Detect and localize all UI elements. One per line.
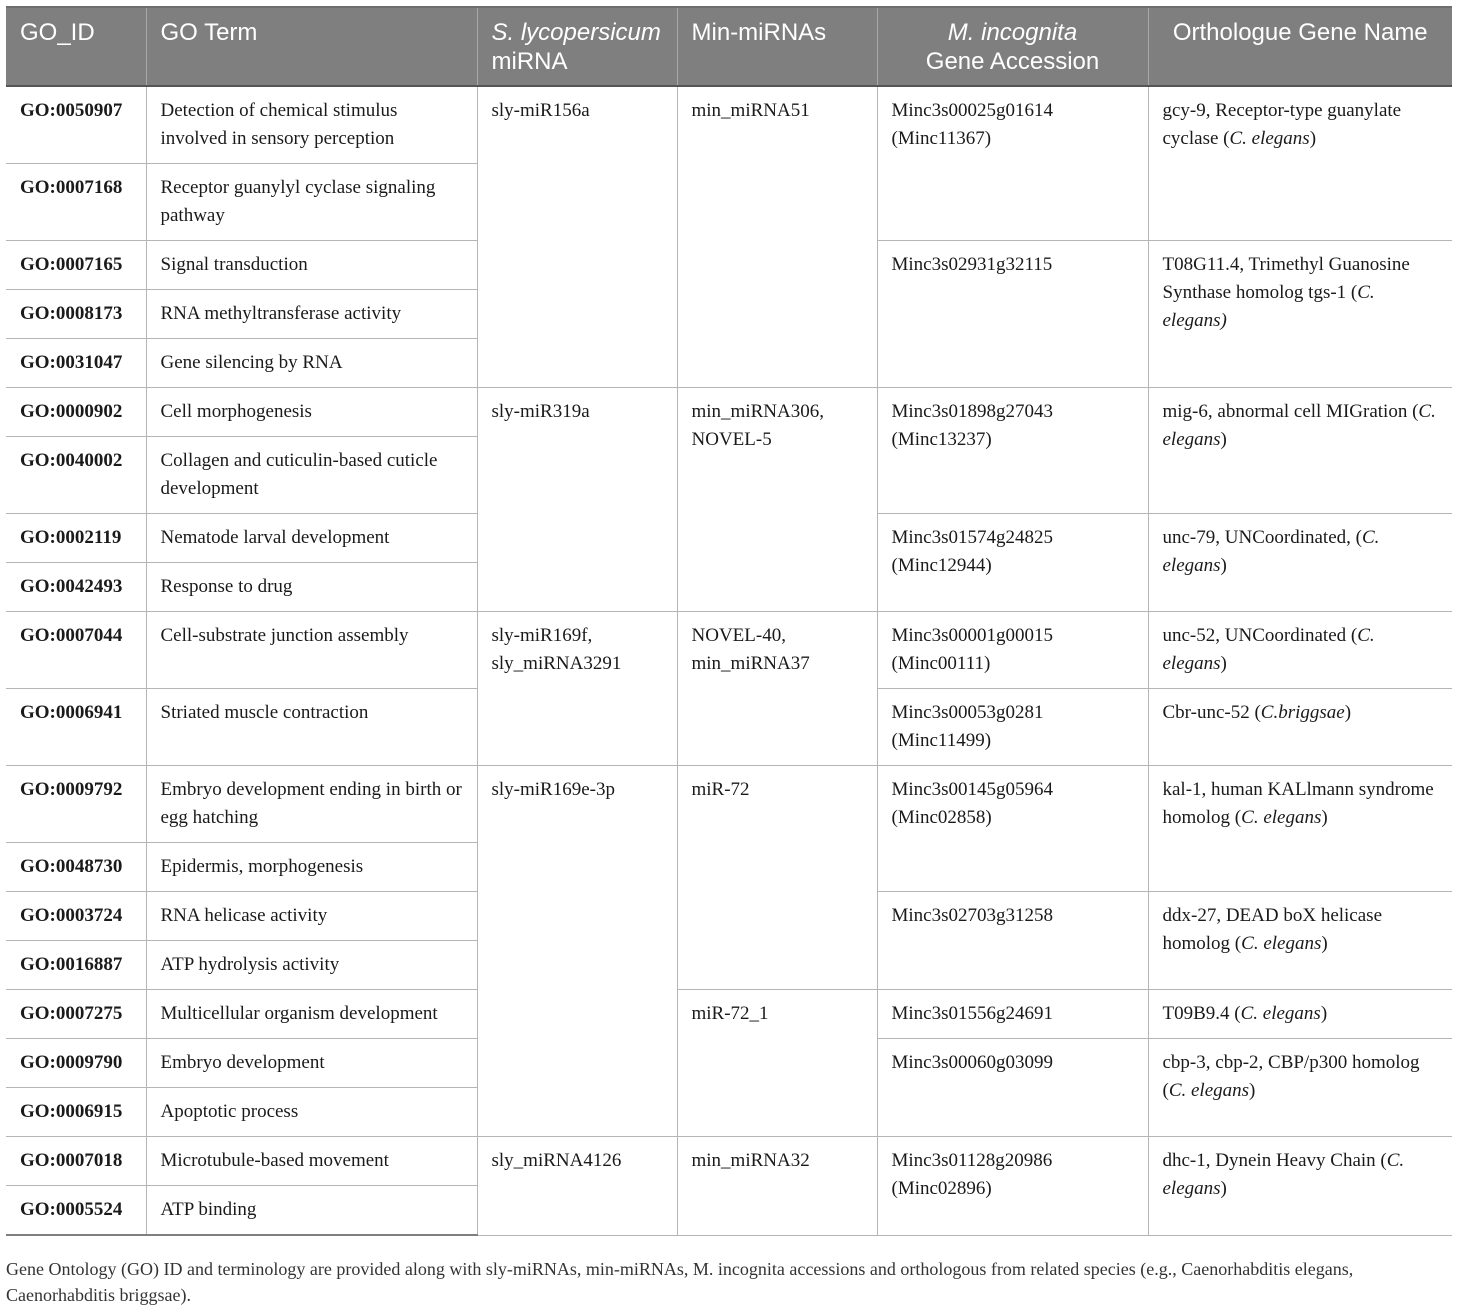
orthologue-species: C. elegans [1229, 128, 1310, 149]
orthologue-species: C.briggsae [1260, 702, 1345, 723]
go-id-cell: GO:0042493 [6, 563, 146, 612]
go-id-cell: GO:0005524 [6, 1186, 146, 1236]
orthologue-cell [1148, 689, 1452, 766]
header-row [6, 7, 1452, 86]
sly-mirna-cell: sly_miRNA4126 [477, 1137, 677, 1236]
go-term-cell: Epidermis, morphogenesis [146, 843, 477, 892]
go-id-cell: GO:0008173 [6, 290, 146, 339]
orthologue-species: C. elegans [1240, 1003, 1321, 1024]
orthologue-species: C. elegans) [1162, 282, 1375, 331]
orthologue-text: ddx-27, DEAD boX helicase homolog ( [1162, 905, 1383, 954]
go-term-cell: ATP binding [146, 1186, 477, 1236]
go-id-cell: GO:0000902 [6, 388, 146, 437]
header-mi-accession [877, 7, 1148, 86]
go-term-cell: Apoptotic process [146, 1088, 477, 1137]
go-term-cell: Multicellular organism development [146, 990, 477, 1039]
go-term-cell: ATP hydrolysis activity [146, 941, 477, 990]
accession-id: Minc3s00025g01614 [891, 100, 1053, 121]
table-row [6, 766, 1452, 843]
min-mirna-cell: miR-72_1 [677, 990, 877, 1137]
orthologue-close: ) [1220, 429, 1227, 450]
go-id-cell: GO:0009790 [6, 1039, 146, 1088]
orthologue-text: mig-6, abnormal cell MIGration ( [1162, 401, 1419, 422]
orthologue-species: C. elegans [1162, 625, 1375, 674]
go-id-cell: GO:0016887 [6, 941, 146, 990]
go-term-cell: Cell morphogenesis [146, 388, 477, 437]
orthologue-cell [1148, 241, 1452, 388]
orthologue-close: ) [1249, 1080, 1256, 1101]
header-go-id: GO_ID [6, 7, 146, 86]
orthologue-close: ) [1321, 933, 1328, 954]
go-term-cell: Detection of chemical stimulus involved in sensory perception [146, 86, 477, 164]
orthologue-close: ) [1321, 807, 1328, 828]
go-id-cell: GO:0007275 [6, 990, 146, 1039]
orthologue-close: ) [1320, 1003, 1328, 1024]
min-mirna-cell: min_miRNA306, NOVEL-5 [677, 388, 877, 612]
go-term-cell: Response to drug [146, 563, 477, 612]
go-id-cell: GO:0031047 [6, 339, 146, 388]
min-mirna-cell: NOVEL-40, min_miRNA37 [677, 612, 877, 766]
sly-mirna-cell: sly-miR156a [477, 86, 677, 388]
go-id-cell: GO:0050907 [6, 86, 146, 164]
go-term-cell: Signal transduction [146, 241, 477, 290]
table-row [6, 612, 1452, 689]
orthologue-text: cbp-3, cbp-2, CBP/p300 homolog ( [1162, 1052, 1420, 1101]
orthologue-text: kal-1, human KALlmann syndrome homolog ( [1162, 779, 1434, 828]
accession-cell: Minc3s02931g32115 [877, 241, 1148, 388]
accession-cell [877, 86, 1148, 241]
accession-alt-id: (Minc00111) [891, 653, 991, 674]
orthologue-species: C. elegans [1168, 1080, 1250, 1101]
go-term-cell: Embryo development ending in birth or egg hatching [146, 766, 477, 843]
go-term-cell: RNA helicase activity [146, 892, 477, 941]
header-mi-species: M. incognita [947, 19, 1078, 46]
orthologue-cell [1148, 1039, 1452, 1137]
orthologue-cell [1148, 990, 1452, 1039]
go-table-wrapper [6, 6, 1452, 1236]
accession-alt-id: (Minc12944) [891, 555, 992, 576]
header-orthologue: Orthologue Gene Name [1148, 7, 1452, 86]
orthologue-species: C. elegans [1241, 933, 1322, 954]
orthologue-close: ) [1220, 653, 1227, 674]
accession-cell: Minc3s02703g31258 [877, 892, 1148, 990]
accession-cell: Minc3s00060g03099 [877, 1039, 1148, 1137]
orthologue-close: ) [1220, 555, 1227, 576]
table-row [6, 388, 1452, 437]
table-row [6, 1137, 1452, 1186]
table-row [6, 86, 1452, 164]
header-sly-species: S. lycopersicum [491, 19, 661, 46]
accession-cell [877, 766, 1148, 892]
go-term-cell: Nematode larval development [146, 514, 477, 563]
min-mirna-cell: miR-72 [677, 766, 877, 990]
orthologue-close: ) [1309, 128, 1317, 149]
orthologue-text: unc-52, UNCoordinated ( [1162, 625, 1358, 646]
sly-mirna-cell: sly-miR169e-3p [477, 766, 677, 1137]
accession-cell [877, 388, 1148, 514]
header-mi-accession-label: Gene Accession [925, 48, 1100, 75]
orthologue-species: C. elegans [1241, 807, 1322, 828]
orthologue-cell [1148, 514, 1452, 612]
accession-id: Minc3s01574g24825 [891, 527, 1053, 548]
orthologue-cell [1148, 388, 1452, 514]
accession-cell: Minc3s01556g24691 [877, 990, 1148, 1039]
accession-id: Minc3s01128g20986 [891, 1150, 1053, 1171]
sly-mirna-cell: sly-miR169f, sly_miRNA3291 [477, 612, 677, 766]
go-id-cell: GO:0006941 [6, 689, 146, 766]
go-term-cell: Receptor guanylyl cyclase signaling pathway [146, 164, 477, 241]
go-id-cell: GO:0002119 [6, 514, 146, 563]
accession-id: Minc3s00001g00015 [891, 625, 1053, 646]
orthologue-close: ) [1220, 1178, 1227, 1199]
header-sly-mirna-label: miRNA [491, 48, 568, 75]
go-id-cell: GO:0007165 [6, 241, 146, 290]
orthologue-cell [1148, 1137, 1452, 1236]
orthologue-cell [1148, 892, 1452, 990]
go-id-cell: GO:0006915 [6, 1088, 146, 1137]
orthologue-close: ) [1344, 702, 1352, 723]
go-term-cell: Striated muscle contraction [146, 689, 477, 766]
orthologue-text: T08G11.4, Trimethyl Guanosine Synthase homolog tgs-1 ( [1162, 254, 1410, 303]
go-id-cell: GO:0007018 [6, 1137, 146, 1186]
accession-alt-id: (Minc02896) [891, 1178, 992, 1199]
header-min-mirnas: Min-miRNAs [677, 7, 877, 86]
go-id-cell: GO:0007044 [6, 612, 146, 689]
go-id-cell: GO:0040002 [6, 437, 146, 514]
orthologue-text: T09B9.4 ( [1162, 1003, 1241, 1024]
go-id-cell: GO:0007168 [6, 164, 146, 241]
go-annotation-table [6, 6, 1452, 1236]
accession-alt-id: (Minc13237) [891, 429, 992, 450]
orthologue-text: dhc-1, Dynein Heavy Chain ( [1162, 1150, 1387, 1171]
header-sly-mirna [477, 7, 677, 86]
go-term-cell: Embryo development [146, 1039, 477, 1088]
accession-id: Minc3s00053g0281 [891, 702, 1044, 723]
accession-cell [877, 514, 1148, 612]
accession-alt-id: (Minc02858) [891, 807, 992, 828]
header-go-term: GO Term [146, 7, 477, 86]
go-term-cell: RNA methyltransferase activity [146, 290, 477, 339]
orthologue-text: gcy-9, Receptor-type guanylate cyclase ( [1162, 100, 1402, 149]
table-row [6, 990, 1452, 1039]
go-id-cell: GO:0009792 [6, 766, 146, 843]
accession-cell [877, 689, 1148, 766]
accession-id: Minc3s01898g27043 [891, 401, 1053, 422]
orthologue-text: Cbr-unc-52 ( [1162, 702, 1261, 723]
sly-mirna-cell: sly-miR319a [477, 388, 677, 612]
orthologue-species: C. elegans [1162, 527, 1380, 576]
orthologue-cell [1148, 86, 1452, 241]
accession-cell [877, 1137, 1148, 1236]
orthologue-species: C. elegans [1162, 1150, 1405, 1199]
go-id-cell: GO:0003724 [6, 892, 146, 941]
min-mirna-cell: min_miRNA32 [677, 1137, 877, 1236]
go-term-cell: Collagen and cuticulin-based cuticle development [146, 437, 477, 514]
orthologue-text: unc-79, UNCoordinated, ( [1162, 527, 1362, 548]
go-term-cell: Cell-substrate junction assembly [146, 612, 477, 689]
accession-alt-id: (Minc11499) [891, 730, 992, 751]
accession-cell [877, 612, 1148, 689]
go-term-cell: Gene silencing by RNA [146, 339, 477, 388]
accession-alt-id: (Minc11367) [891, 128, 992, 149]
accession-id: Minc3s00145g05964 [891, 779, 1053, 800]
go-term-cell: Microtubule-based movement [146, 1137, 477, 1186]
min-mirna-cell: min_miRNA51 [677, 86, 877, 388]
orthologue-cell [1148, 612, 1452, 689]
orthologue-species: C. elegans [1162, 401, 1436, 450]
go-id-cell: GO:0048730 [6, 843, 146, 892]
table-footnote: Gene Ontology (GO) ID and terminology are provided along with sly-miRNAs, min-miRNAs, M. incognita accessions and orthologous from related species (e.g., Caenorhabditis elegans, Caenorhabditis briggsae). [6, 1259, 1354, 1305]
orthologue-cell [1148, 766, 1452, 892]
